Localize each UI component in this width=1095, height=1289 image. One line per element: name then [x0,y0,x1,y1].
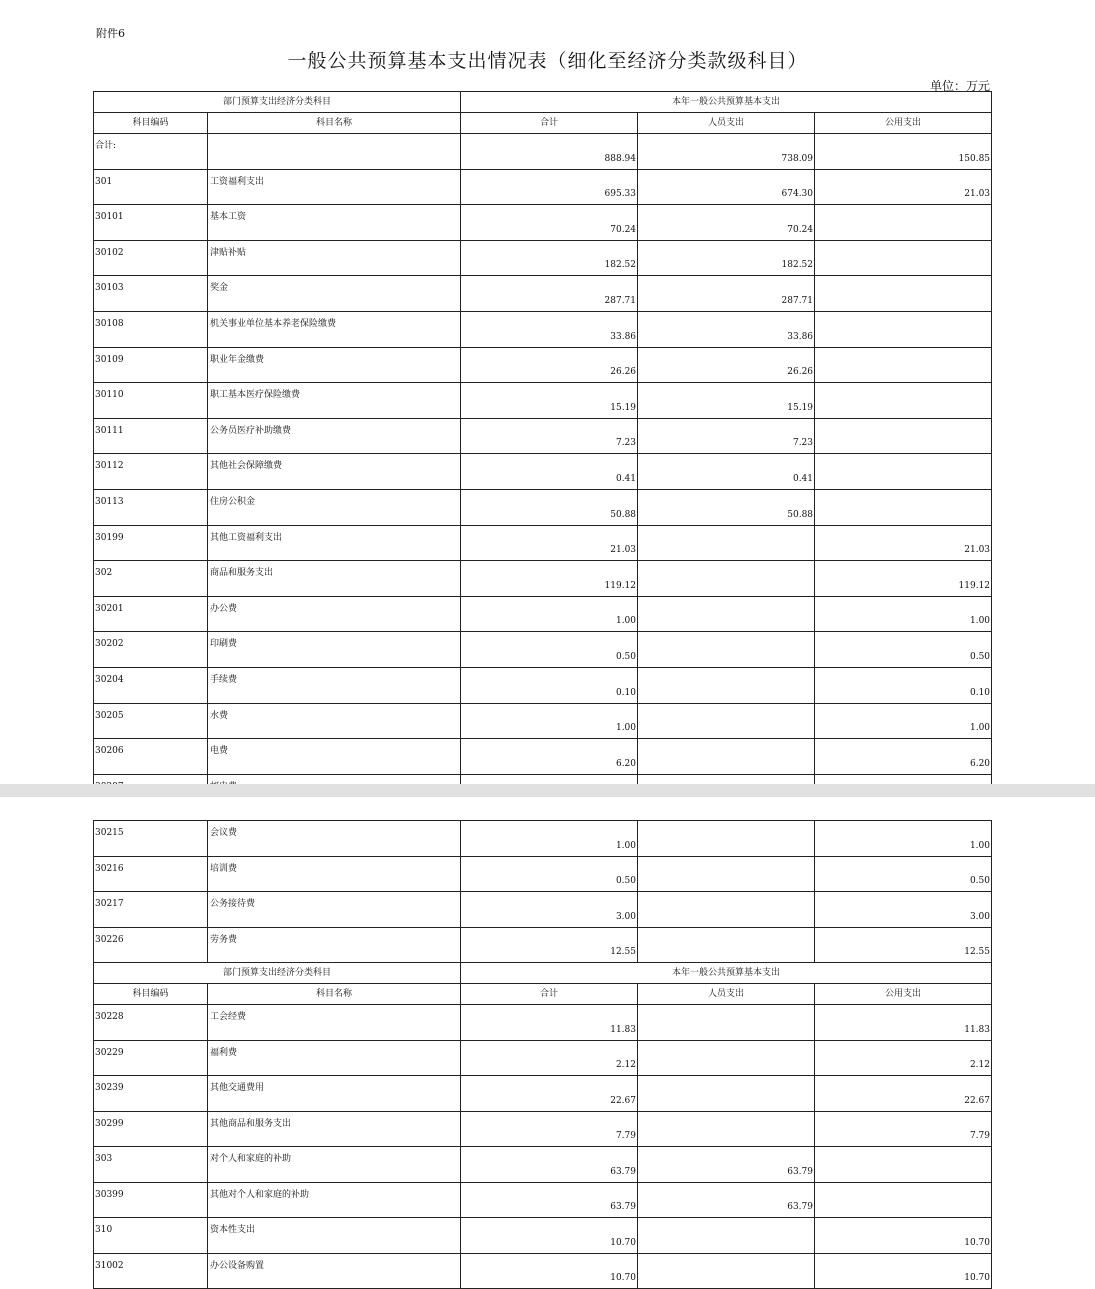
row-name: 手续费 [208,667,461,703]
row-total: 63.79 [461,1182,638,1218]
header-total: 合计 [461,113,638,134]
row-total: 0.50 [461,856,638,892]
row-personnel [638,1076,815,1112]
header-group-left-repeat: 部门预算支出经济分类科目 [94,963,461,984]
row-total: 0.10 [461,667,638,703]
header-column-row [94,113,992,134]
row-personnel: 50.88 [638,489,815,525]
row-code: 30112 [94,454,208,490]
row-personnel: 70.24 [638,205,815,241]
table-body-2a [94,821,992,963]
table-row [94,311,992,347]
table-row [94,892,992,928]
row-code: 30206 [94,739,208,775]
row-public: 10.70 [815,1218,992,1254]
row-total: 15.19 [461,383,638,419]
table-row [94,1005,992,1041]
row-personnel [638,1218,815,1254]
row-code: 30103 [94,276,208,312]
row-public [815,454,992,490]
row-total: 0.50 [461,632,638,668]
header-group-right-repeat: 本年一般公共预算基本支出 [461,963,992,984]
row-code: 30399 [94,1182,208,1218]
table-row [94,347,992,383]
row-total: 1.00 [461,703,638,739]
table-row [94,1218,992,1254]
row-code: 30202 [94,632,208,668]
row-personnel: 738.09 [638,134,815,170]
row-personnel: 33.86 [638,311,815,347]
row-personnel [638,821,815,857]
row-public [815,276,992,312]
row-personnel: 15.19 [638,383,815,419]
table-row [94,1253,992,1289]
row-name: 津贴补贴 [208,240,461,276]
row-personnel [638,1005,815,1041]
row-public: 3.00 [815,892,992,928]
table-row [94,525,992,561]
row-public [815,205,992,241]
row-public: 119.12 [815,561,992,597]
row-code: 30199 [94,525,208,561]
table-row [94,821,992,857]
table-row [94,383,992,419]
table-row [94,134,992,170]
row-name: 其他对个人和家庭的补助 [208,1182,461,1218]
row-public [815,347,992,383]
row-name: 公务接待费 [208,892,461,928]
row-name: 资本性支出 [208,1218,461,1254]
row-code: 30108 [94,311,208,347]
row-total: 10.70 [461,1253,638,1289]
header-public-repeat: 公用支出 [815,984,992,1005]
row-code: 31002 [94,1253,208,1289]
row-code: 30228 [94,1005,208,1041]
table-row [94,1111,992,1147]
row-public [815,418,992,454]
row-total: 2.12 [461,1040,638,1076]
row-total: 50.88 [461,489,638,525]
table-row [94,856,992,892]
table-row [94,703,992,739]
row-public: 21.03 [815,169,992,205]
header-group-row [94,92,992,113]
row-public: 1.00 [815,821,992,857]
header-column-row-repeat [94,984,992,1005]
budget-table-part-2 [93,820,992,1289]
row-personnel [638,525,815,561]
table-row [94,489,992,525]
header-group-row-repeat [94,963,992,984]
row-total: 10.70 [461,1218,638,1254]
row-name: 会议费 [208,821,461,857]
table-row [94,927,992,963]
attachment-label: 附件6 [96,27,125,40]
table-row [94,739,992,775]
row-public [815,240,992,276]
row-public: 2.12 [815,1040,992,1076]
table-row [94,596,992,632]
row-total: 70.24 [461,205,638,241]
row-total: 287.71 [461,276,638,312]
row-personnel [638,1111,815,1147]
row-code: 30102 [94,240,208,276]
row-name: 职工基本医疗保险缴费 [208,383,461,419]
row-total: 695.33 [461,169,638,205]
row-personnel [638,927,815,963]
row-code: 30201 [94,596,208,632]
header-total-repeat: 合计 [461,984,638,1005]
row-total: 6.20 [461,739,638,775]
row-public: 1.00 [815,703,992,739]
row-code: 30215 [94,821,208,857]
row-code: 30299 [94,1111,208,1147]
row-total: 11.83 [461,1005,638,1041]
row-public: 21.03 [815,525,992,561]
row-public: 22.67 [815,1076,992,1112]
row-name: 职业年金缴费 [208,347,461,383]
row-code: 30239 [94,1076,208,1112]
row-personnel [638,596,815,632]
row-public: 7.79 [815,1111,992,1147]
row-name: 其他商品和服务支出 [208,1111,461,1147]
header-personnel-repeat: 人员支出 [638,984,815,1005]
table-row [94,667,992,703]
row-public: 0.50 [815,856,992,892]
row-public [815,383,992,419]
row-total: 33.86 [461,311,638,347]
row-total: 7.79 [461,1111,638,1147]
page-title: 一般公共预算基本支出情况表（细化至经济分类款级科目） [287,50,808,72]
row-public [815,489,992,525]
row-code: 30216 [94,856,208,892]
row-name: 其他交通费用 [208,1076,461,1112]
row-public [815,1147,992,1183]
header-group-left: 部门预算支出经济分类科目 [94,92,461,113]
row-personnel: 287.71 [638,276,815,312]
row-total: 21.03 [461,525,638,561]
page-2 [0,797,1095,1283]
table-row [94,632,992,668]
row-name: 机关事业单位基本养老保险缴费 [208,311,461,347]
row-total: 119.12 [461,561,638,597]
row-code: 30110 [94,383,208,419]
row-code: 30229 [94,1040,208,1076]
row-name: 福利费 [208,1040,461,1076]
row-code: 301 [94,169,208,205]
row-name: 公务员医疗补助缴费 [208,418,461,454]
table-row [94,276,992,312]
row-name: 商品和服务支出 [208,561,461,597]
row-name: 印刷费 [208,632,461,668]
row-personnel: 7.23 [638,418,815,454]
row-name: 住房公积金 [208,489,461,525]
row-code: 30217 [94,892,208,928]
header-personnel: 人员支出 [638,113,815,134]
row-total: 22.67 [461,1076,638,1112]
row-personnel: 0.41 [638,454,815,490]
header-public: 公用支出 [815,113,992,134]
table-row [94,1040,992,1076]
row-code: 合计: [94,134,208,170]
row-code: 30205 [94,703,208,739]
row-personnel: 674.30 [638,169,815,205]
row-personnel [638,667,815,703]
row-total: 182.52 [461,240,638,276]
table-row [94,1182,992,1218]
row-name: 其他工资福利支出 [208,525,461,561]
row-code: 30113 [94,489,208,525]
table-row [94,418,992,454]
table-body-2b [94,1005,992,1289]
table-row [94,205,992,241]
row-personnel [638,856,815,892]
row-code: 30226 [94,927,208,963]
row-code: 30111 [94,418,208,454]
row-total: 0.41 [461,454,638,490]
row-total: 26.26 [461,347,638,383]
row-personnel: 63.79 [638,1147,815,1183]
table-row [94,561,992,597]
row-personnel [638,1040,815,1076]
row-name: 工会经费 [208,1005,461,1041]
unit-label: 单位：万元 [930,79,991,93]
row-code: 310 [94,1218,208,1254]
row-public: 1.00 [815,596,992,632]
row-personnel [638,632,815,668]
row-personnel: 63.79 [638,1182,815,1218]
row-personnel [638,1253,815,1289]
header-code-repeat: 科目编码 [94,984,208,1005]
row-code: 30109 [94,347,208,383]
row-total: 888.94 [461,134,638,170]
row-personnel [638,703,815,739]
row-public: 10.70 [815,1253,992,1289]
row-name: 办公费 [208,596,461,632]
row-public: 0.10 [815,667,992,703]
table-row [94,454,992,490]
row-name: 水费 [208,703,461,739]
row-personnel: 26.26 [638,347,815,383]
row-public [815,1182,992,1218]
row-personnel [638,739,815,775]
row-total: 12.55 [461,927,638,963]
row-public: 150.85 [815,134,992,170]
header-group-right: 本年一般公共预算基本支出 [461,92,992,113]
row-name: 培训费 [208,856,461,892]
page-separator [0,784,1095,797]
row-name [208,134,461,170]
row-code: 30101 [94,205,208,241]
row-name: 其他社会保障缴费 [208,454,461,490]
row-public [815,311,992,347]
row-total: 1.00 [461,596,638,632]
row-total: 3.00 [461,892,638,928]
row-public: 0.50 [815,632,992,668]
row-public: 6.20 [815,739,992,775]
row-name: 对个人和家庭的补助 [208,1147,461,1183]
row-name: 电费 [208,739,461,775]
row-personnel [638,892,815,928]
table-row [94,1147,992,1183]
header-name-repeat: 科目名称 [208,984,461,1005]
row-total: 1.00 [461,821,638,857]
row-personnel: 182.52 [638,240,815,276]
table-row [94,169,992,205]
row-total: 63.79 [461,1147,638,1183]
row-code: 303 [94,1147,208,1183]
row-name: 奖金 [208,276,461,312]
table-row [94,240,992,276]
row-total: 7.23 [461,418,638,454]
row-public: 11.83 [815,1005,992,1041]
row-public: 12.55 [815,927,992,963]
row-name: 基本工资 [208,205,461,241]
row-name: 劳务费 [208,927,461,963]
header-name: 科目名称 [208,113,461,134]
row-name: 办公设备购置 [208,1253,461,1289]
row-name: 工资福利支出 [208,169,461,205]
row-personnel [638,561,815,597]
row-code: 30204 [94,667,208,703]
header-code: 科目编码 [94,113,208,134]
row-code: 302 [94,561,208,597]
table-row [94,1076,992,1112]
